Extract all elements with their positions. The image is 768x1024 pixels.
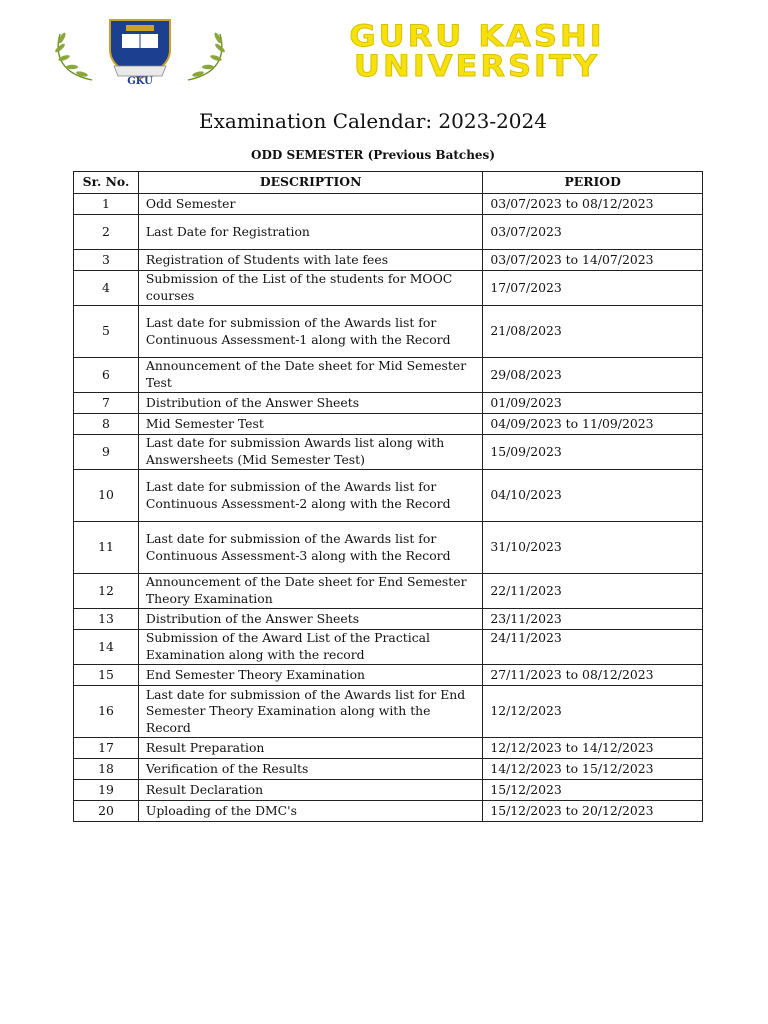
table-row [74,801,703,822]
row-description: Last date for submission of the Awards list for Continuous Assessment-3 along with the Record [138,522,482,574]
document-subtitle: ODD SEMESTER (Previous Batches) [251,148,495,162]
table-row [74,215,703,250]
page-header [0,0,768,100]
row-sr-no: 3 [74,250,139,271]
university-name-line-2: UNIVERSITY [354,48,600,84]
row-description: Result Preparation [138,738,482,759]
row-description: Last date for submission of the Awards list for Continuous Assessment-1 along with the Record [138,306,482,358]
table-row [74,194,703,215]
row-description: Distribution of the Answer Sheets [138,393,482,414]
table-row [74,738,703,759]
row-sr-no: 4 [74,271,139,306]
row-period: 14/12/2023 to 15/12/2023 [483,759,703,780]
row-period: 17/07/2023 [483,271,703,306]
row-description: Uploading of the DMC's [138,801,482,822]
row-sr-no: 14 [74,630,139,665]
row-sr-no: 10 [74,470,139,522]
row-description: Odd Semester [138,194,482,215]
row-sr-no: 1 [74,194,139,215]
row-sr-no: 12 [74,574,139,609]
table-row [74,609,703,630]
row-period: 23/11/2023 [483,609,703,630]
row-sr-no: 16 [74,686,139,738]
table-row [74,306,703,358]
row-description: Last date for submission of the Awards list for Continuous Assessment-2 along with the Record [138,470,482,522]
row-sr-no: 13 [74,609,139,630]
row-description: Announcement of the Date sheet for End Semester Theory Examination [138,574,482,609]
row-sr-no: 6 [74,358,139,393]
table-row [74,250,703,271]
row-sr-no: 8 [74,414,139,435]
table-row [74,665,703,686]
document-title: Examination Calendar: 2023-2024 [199,109,547,133]
header-sr-no: Sr. No. [74,172,139,194]
row-period: 03/07/2023 [483,215,703,250]
exam-calendar-table [73,171,703,822]
row-period: 24/11/2023 [483,630,703,665]
row-sr-no: 20 [74,801,139,822]
row-period: 04/09/2023 to 11/09/2023 [483,414,703,435]
row-period: 04/10/2023 [483,470,703,522]
table-row [74,393,703,414]
row-period: 31/10/2023 [483,522,703,574]
row-description: Last date for submission of the Awards list for End Semester Theory Examination along with the Record [138,686,482,738]
university-name-line-1: GURU KASHI [349,18,605,54]
row-description: Submission of the List of the students for MOOC courses [138,271,482,306]
table-row [74,271,703,306]
row-period: 03/07/2023 to 08/12/2023 [483,194,703,215]
table-row [74,574,703,609]
table-row [74,435,703,470]
table-row [74,414,703,435]
row-description: Verification of the Results [138,759,482,780]
row-period: 12/12/2023 [483,686,703,738]
university-logo [52,16,228,86]
row-period: 21/08/2023 [483,306,703,358]
table-header-row [74,172,703,194]
row-description: Distribution of the Answer Sheets [138,609,482,630]
row-description: Last Date for Registration [138,215,482,250]
row-sr-no: 18 [74,759,139,780]
row-period: 15/12/2023 [483,780,703,801]
table-row [74,686,703,738]
table-row [74,522,703,574]
table-row [74,780,703,801]
header-period: PERIOD [483,172,703,194]
row-description: Result Declaration [138,780,482,801]
table-row [74,759,703,780]
table-body [74,194,703,822]
row-sr-no: 7 [74,393,139,414]
row-sr-no: 17 [74,738,139,759]
row-period: 03/07/2023 to 14/07/2023 [483,250,703,271]
row-period: 27/11/2023 to 08/12/2023 [483,665,703,686]
logo-text: GKU [127,76,153,86]
row-sr-no: 19 [74,780,139,801]
row-period: 01/09/2023 [483,393,703,414]
row-description: Announcement of the Date sheet for Mid Semester Test [138,358,482,393]
header-description: DESCRIPTION [138,172,482,194]
row-description: Registration of Students with late fees [138,250,482,271]
row-sr-no: 15 [74,665,139,686]
row-sr-no: 2 [74,215,139,250]
row-sr-no: 5 [74,306,139,358]
row-description: Last date for submission Awards list along with Answersheets (Mid Semester Test) [138,435,482,470]
row-period: 12/12/2023 to 14/12/2023 [483,738,703,759]
row-sr-no: 11 [74,522,139,574]
row-period: 15/12/2023 to 20/12/2023 [483,801,703,822]
table-row [74,630,703,665]
row-sr-no: 9 [74,435,139,470]
row-period: 15/09/2023 [483,435,703,470]
row-period: 29/08/2023 [483,358,703,393]
row-description: Submission of the Award List of the Practical Examination along with the record [138,630,482,665]
table-row [74,358,703,393]
university-name [246,20,708,84]
row-description: End Semester Theory Examination [138,665,482,686]
table-row [74,470,703,522]
row-description: Mid Semester Test [138,414,482,435]
row-period: 22/11/2023 [483,574,703,609]
